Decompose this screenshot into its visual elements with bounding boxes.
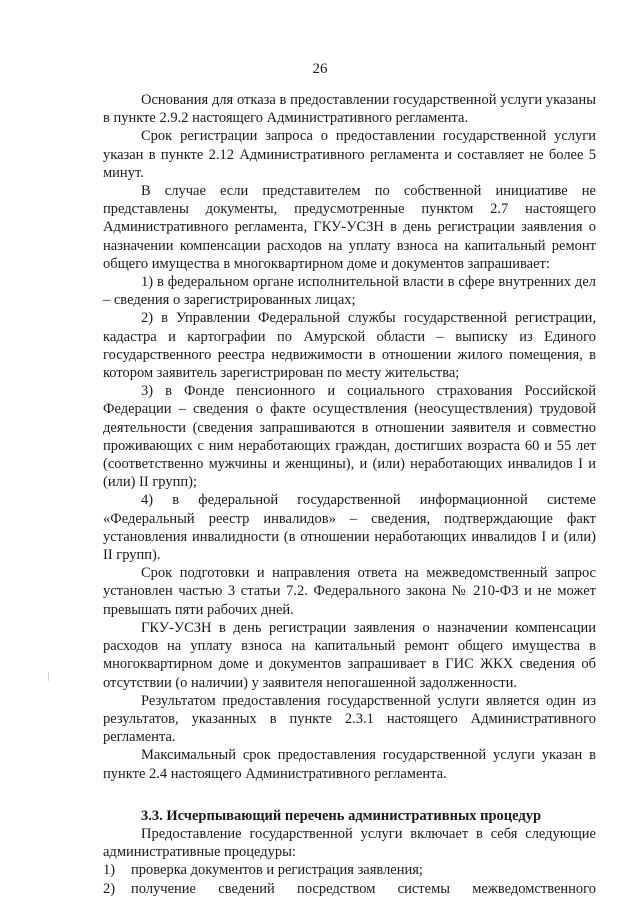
- paragraph: Основания для отказа в предоставлении государственной услуги указаны в пункте 2.9.2 настоящего Административного регламента.: [103, 92, 596, 127]
- list-item: [103, 861, 596, 879]
- paragraph: 4) в федеральной государственной информационной системе «Федеральный реестр инвалидов» – сведения, подтверждающие факт установления инвалидности (в отношении неработающих инвалидов I и (или) II групп).: [103, 492, 596, 564]
- paragraph: Результатом предоставления государственной услуги является один из результатов, указанных в пункте 2.3.1 настоящего Административного регламента.: [103, 692, 596, 746]
- paragraph: Срок подготовки и направления ответа на межведомственный запрос установлен частью 3 статьи 7.2. Федерального закона № 210-ФЗ и не может превышать пяти рабочих дней.: [103, 565, 596, 618]
- list-item-text: получение сведений посредством системы межведомственного: [131, 880, 596, 897]
- list-item-text: проверка документов и регистрация заявления;: [131, 862, 423, 879]
- paragraph: 1) в федеральном органе исполнительной власти в сфере внутренних дел – сведения о зарегистрированных лицах;: [103, 274, 596, 309]
- paragraph: Максимальный срок предоставления государственной услуги указан в пункте 2.4 настоящего Административного регламента.: [103, 747, 596, 782]
- paragraph: 3) в Фонде пенсионного и социального страхования Российской Федерации – сведения о факте осуществления (неосуществления) трудовой деятельности (сведения запрашиваются в отношении заявителя и совместно проживающих с ним неработающих граждан, достигших возраста 60 и 55 лет (соответственно мужчины и женщины), и (или) неработающих инвалидов I и (или) II групп);: [103, 383, 596, 491]
- paragraph: 2) в Управлении Федеральной службы государственной регистрации, кадастра и картографии по Амурской области – выписку из Единого государственного реестра недвижимости в отношении жилого помещения, в котором заявитель зарегистрирован по месту жительства;: [103, 310, 596, 382]
- list-item-number: 2): [103, 880, 116, 897]
- scan-mark: [48, 672, 49, 681]
- document-body: [103, 91, 596, 898]
- section-intro: Предоставление государственной услуги включает в себя следующие административные процедуры:: [103, 825, 596, 861]
- list-item: [103, 880, 596, 898]
- list-item-number: 1): [103, 862, 116, 879]
- paragraph: В случае если представителем по собственной инициативе не представлены документы, предусмотренные пунктом 2.7 настоящего Административного регламента, ГКУ-УСЗН в день регистрации заявления о назначении компенсации расходов на уплату взноса на капитальный ремонт общего имущества в многоквартирном доме и документов запрашивает:: [103, 183, 596, 272]
- paragraph: Срок регистрации запроса о предоставлении государственной услуги указан в пункте 2.12 Административного регламента и составляет не более 5 минут.: [103, 128, 596, 181]
- paragraph: ГКУ-УСЗН в день регистрации заявления о назначении компенсации расходов на уплату взноса на капитальный ремонт общего имущества в многоквартирном доме и документов запрашивает в ГИС ЖКХ сведения об отсутствии (о наличии) у заявителя непогашенной задолженности.: [103, 619, 596, 691]
- section-heading: 3.3. Исчерпывающий перечень административных процедур: [141, 807, 542, 824]
- page-number: 26: [312, 61, 328, 77]
